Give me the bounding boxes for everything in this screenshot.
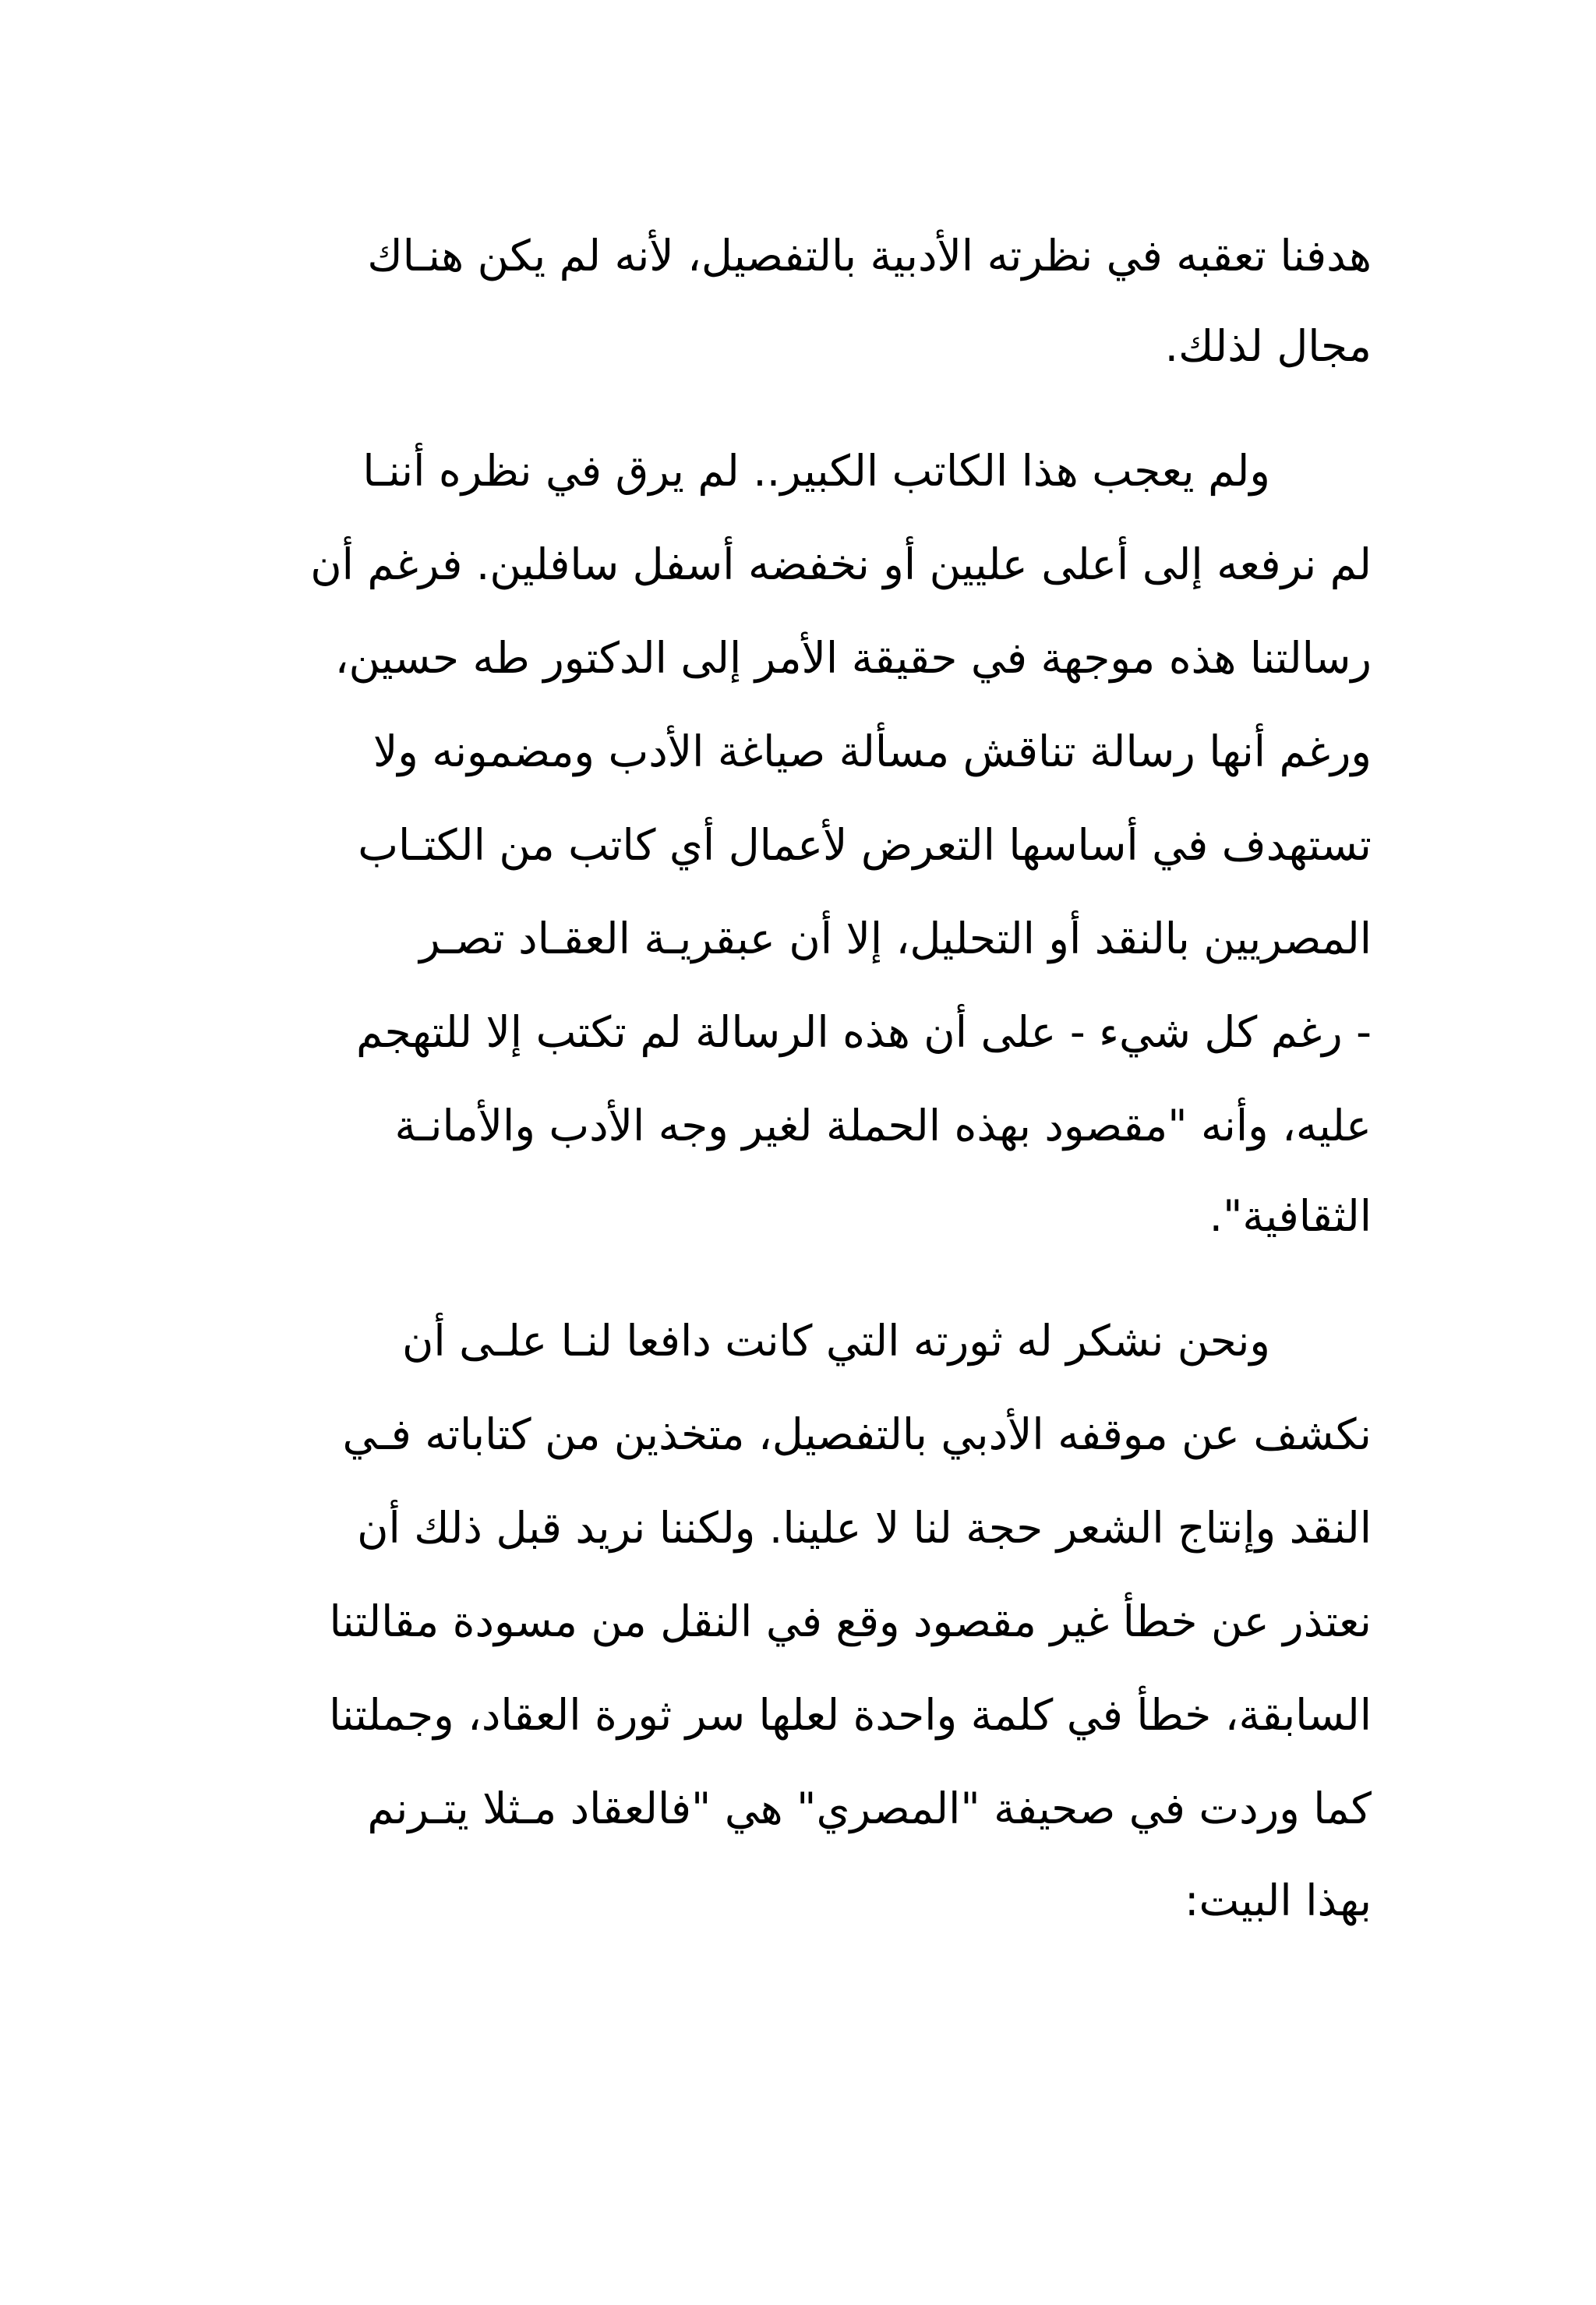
text-line: المصريين بالنقد أو التحليل، إلا أن عبقريـة العقـاد تصـر bbox=[419, 914, 1372, 963]
text-line: نعتذر عن خطأ غير مقصود وقع في النقل من مسودة مقالتنا bbox=[329, 1596, 1372, 1646]
text-line: تستهدف في أساسها التعرض لأعمال أي كاتب من الكتـاب bbox=[358, 820, 1372, 870]
text-line: نكشف عن موقفه الأدبي بالتفصيل، متخذين من كتاباته فـي bbox=[342, 1409, 1372, 1459]
text-line: السابقة، خطأ في كلمة واحدة لعلها سر ثورة العقاد، وجملتنا bbox=[329, 1690, 1372, 1740]
text-line: رسالتنا هذه موجهة في حقيقة الأمر إلى الدكتور طه حسين، bbox=[334, 633, 1372, 683]
text-line: عليه، وأنه "مقصود بهذه الحملة لغير وجه الأدب والأمانـة bbox=[394, 1101, 1372, 1151]
text-line: ورغم أنها رسالة تناقش مسألة صياغة الأدب ومضمونه ولا bbox=[373, 726, 1372, 776]
text-line: ونحن نشكر له ثورته التي كانت دافعا لنـا علـى أن bbox=[402, 1316, 1270, 1366]
text-line: هدفنا تعقبه في نظرته الأدبية بالتفصيل، لأنه لم يكن هنـاك bbox=[367, 231, 1372, 281]
text-line: الثقافية". bbox=[1209, 1191, 1372, 1241]
text-line: النقد وإنتاج الشعر حجة لنا لا علينا. ولكننا نريد قبل ذلك أن bbox=[357, 1503, 1372, 1553]
text-line: لم نرفعه إلى أعلى عليين أو نخفضه أسفل سافلين. فرغم أن bbox=[310, 539, 1372, 589]
text-line: بهذا البيت: bbox=[1184, 1875, 1372, 1925]
text-line: كما وردت في صحيفة "المصري" هي "فالعقاد مـثلا يتـرنم bbox=[367, 1784, 1372, 1833]
text-line: مجال لذلك. bbox=[1164, 321, 1372, 371]
text-line: - رغم كل شيء - على أن هذه الرسالة لم تكتب إلا للتهجم bbox=[355, 1007, 1372, 1057]
text-line: ولم يعجب هذا الكاتب الكبير.. لم يرق في نظره أننـا bbox=[362, 446, 1270, 496]
